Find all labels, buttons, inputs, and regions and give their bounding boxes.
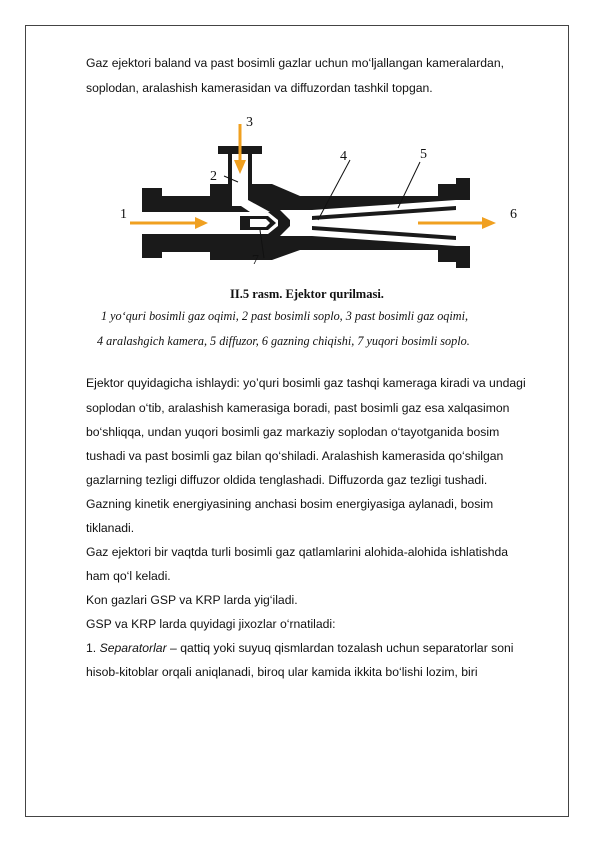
list-item-separators (86, 640, 514, 656)
body-line: hisob-kitoblar orqali aniqlanadi, biroq ular kamida ikkita bo‘lishi lozim, biri (86, 665, 478, 679)
list-item-term: Separatorlar (99, 641, 167, 655)
label-1: 1 (120, 207, 127, 222)
body-line: GSP va KRP larda quyidagi jixozlar o‘rnatiladi: (86, 617, 336, 631)
body-line: ham qo‘l keladi. (86, 569, 171, 583)
label-6: 6 (510, 207, 517, 222)
body-line: tiklanadi. (86, 521, 135, 535)
intro-line-1: Gaz ejektori baland va past bosimli gazlar uchun mo‘ljallangan kameralardan, (86, 56, 504, 70)
body-line: bo‘shliqqa, undan yuqori bosimli gaz markaziy soplodan o‘tayotganida bosim (86, 425, 500, 439)
label-3: 3 (246, 115, 253, 130)
body-line: soplodan o‘tib, aralashish kamerasiga boradi, past bosimli gaz esa xalqasimon (86, 401, 510, 415)
label-4: 4 (340, 149, 347, 164)
figure-caption-title: II.5 rasm. Ejektor qurilmasi. (230, 287, 384, 301)
body-line: tushadi va past bosimli gaz bilan qo‘shiladi. Aralashish kamerasida qo‘shilgan (86, 449, 504, 463)
list-item-text: – qattiq yoki suyuq qismlardan tozalash uchun separatorlar soni (166, 641, 514, 655)
body-line: Ejektor quyidagicha ishlaydi: yo’quri bosimli gaz tashqi kameraga kiradi va undagi (86, 376, 526, 390)
label-7: 7 (252, 253, 259, 268)
body-line: gazlarning tezligi diffuzor oldida tenglashadi. Diffuzorda gaz tezligi tushadi. (86, 473, 488, 487)
intro-line-2: soplodan, aralashish kamerasidan va diffuzordan tashkil topgan. (86, 81, 433, 95)
figure-caption-line-1: 1 yo‘quri bosimli gaz oqimi, 2 past bosimli soplo, 3 past bosimli gaz oqimi, (101, 309, 469, 323)
body-line: Kon gazlari GSP va KRP larda yig‘iladi. (86, 593, 298, 607)
body-line: Gaz ejektori bir vaqtda turli bosimli gaz qatlamlarini alohida-alohida ishlatishda (86, 545, 509, 559)
figure-caption-line-2: 4 aralashgich kamera, 5 diffuzor, 6 gazning chiqishi, 7 yuqori bosimli soplo. (97, 334, 470, 348)
label-5: 5 (420, 147, 427, 162)
ejector-body (142, 146, 470, 268)
body-line: Gazning kinetik energiyasining anchasi bosim energiyasiga aylanadi, bosim (86, 497, 494, 511)
label-2: 2 (210, 169, 217, 184)
list-item-number: 1. (86, 641, 100, 655)
